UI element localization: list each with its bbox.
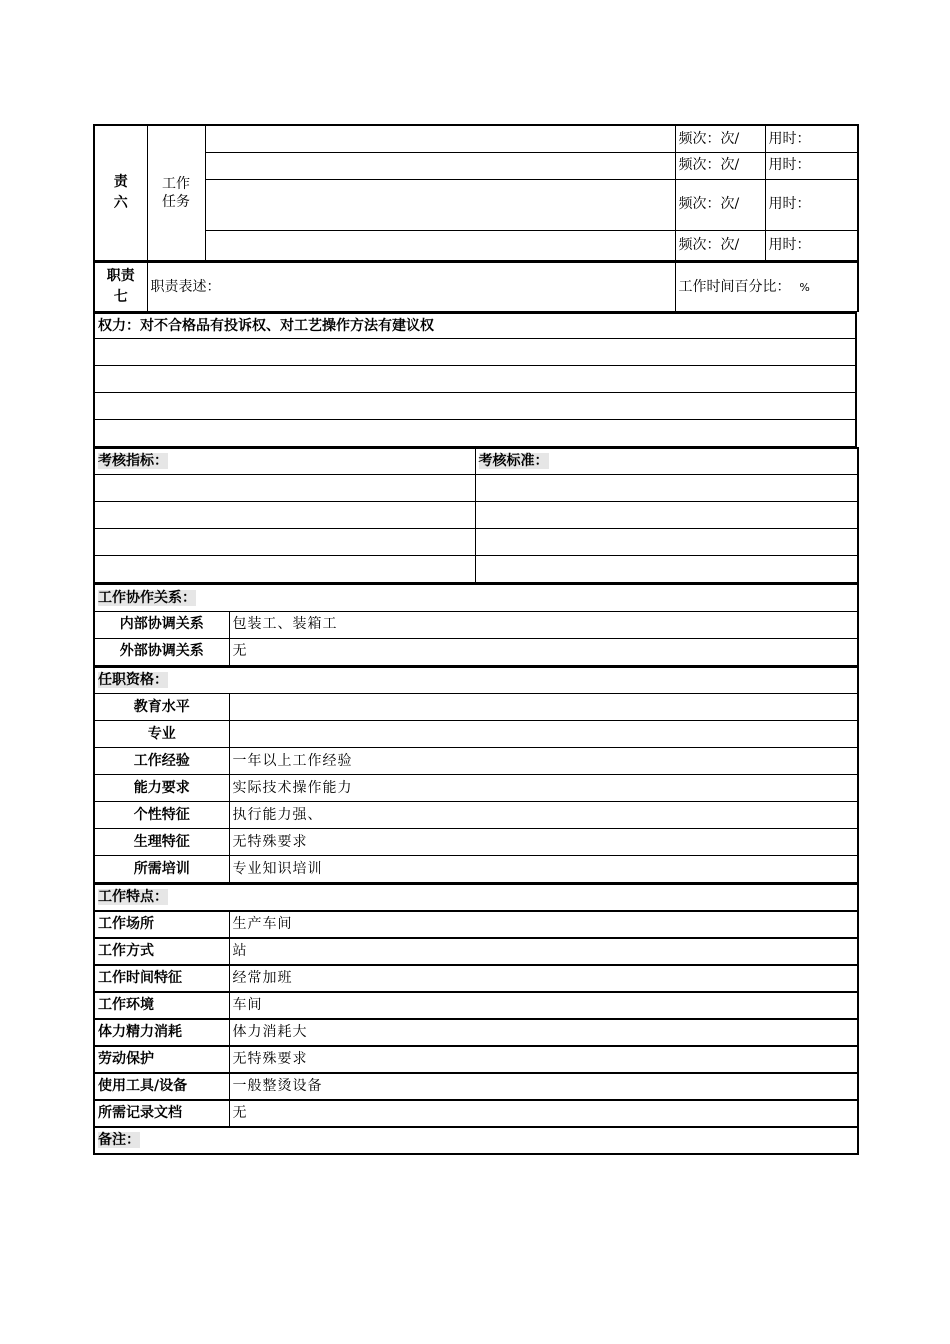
power-table — [93, 312, 857, 447]
duty-seven-table — [93, 261, 859, 313]
assessment-indicator-cell[interactable] — [94, 475, 475, 502]
duty-six-label: 责 六 — [94, 125, 147, 260]
duty-six-table — [93, 124, 859, 261]
work-time-label: 工作时间特征 — [94, 965, 229, 992]
task-input[interactable] — [205, 179, 675, 230]
job-description-form — [93, 124, 857, 1155]
task-input[interactable] — [205, 230, 675, 260]
task-frequency: 频次：次/ — [675, 179, 765, 230]
experience-label: 工作经验 — [94, 748, 229, 775]
environment-value[interactable]: 车间 — [229, 992, 858, 1019]
task-frequency: 频次：次/ — [675, 230, 765, 260]
assessment-standard-cell[interactable] — [475, 529, 858, 556]
major-label: 专业 — [94, 721, 229, 748]
task-input[interactable] — [205, 125, 675, 152]
tools-label: 使用工具/设备 — [94, 1073, 229, 1100]
assessment-indicator-cell[interactable] — [94, 556, 475, 583]
features-title: 工作特点： — [94, 884, 858, 911]
external-coordination-value[interactable]: 无 — [229, 638, 858, 665]
personality-label: 个性特征 — [94, 802, 229, 829]
qualification-table — [93, 666, 859, 884]
assessment-standard-cell[interactable] — [475, 475, 858, 502]
personality-value[interactable]: 执行能力强、 — [229, 802, 858, 829]
training-label: 所需培训 — [94, 856, 229, 883]
task-time: 用时： — [765, 179, 858, 230]
assessment-indicator-cell[interactable] — [94, 529, 475, 556]
power-row[interactable] — [94, 419, 856, 446]
energy-label: 体力精力消耗 — [94, 1019, 229, 1046]
education-label: 教育水平 — [94, 694, 229, 721]
internal-coordination-value[interactable]: 包装工、装箱工 — [229, 611, 858, 638]
assessment-standard-cell[interactable] — [475, 502, 858, 529]
task-time: 用时： — [765, 152, 858, 179]
assessment-table — [93, 447, 859, 584]
cooperation-table — [93, 583, 859, 666]
time-percentage: 工作时间百分比： % — [675, 262, 858, 312]
major-value[interactable] — [229, 721, 858, 748]
documents-label: 所需记录文档 — [94, 1100, 229, 1127]
training-value[interactable]: 专业知识培训 — [229, 856, 858, 883]
power-text: 权力：对不合格品有投诉权、对工艺操作方法有建议权 — [94, 313, 856, 338]
power-row[interactable] — [94, 338, 856, 365]
task-frequency: 频次：次/ — [675, 152, 765, 179]
work-time-value[interactable]: 经常加班 — [229, 965, 858, 992]
education-value[interactable] — [229, 694, 858, 721]
internal-coordination-label: 内部协调关系 — [94, 611, 229, 638]
task-input[interactable] — [205, 152, 675, 179]
workplace-value[interactable]: 生产车间 — [229, 911, 858, 938]
ability-label: 能力要求 — [94, 775, 229, 802]
physiology-label: 生理特征 — [94, 829, 229, 856]
ability-value[interactable]: 实际技术操作能力 — [229, 775, 858, 802]
task-frequency: 频次：次/ — [675, 125, 765, 152]
assessment-standard-cell[interactable] — [475, 556, 858, 583]
physiology-value[interactable]: 无特殊要求 — [229, 829, 858, 856]
experience-value[interactable]: 一年以上工作经验 — [229, 748, 858, 775]
power-row[interactable] — [94, 365, 856, 392]
qualification-title: 任职资格： — [94, 667, 858, 694]
power-row[interactable] — [94, 392, 856, 419]
protection-label: 劳动保护 — [94, 1046, 229, 1073]
work-mode-value[interactable]: 站 — [229, 938, 858, 965]
documents-value[interactable]: 无 — [229, 1100, 858, 1127]
cooperation-title: 工作协作关系： — [94, 584, 858, 611]
task-time: 用时： — [765, 230, 858, 260]
duty-description[interactable]: 职责表述： — [147, 262, 675, 312]
features-table — [93, 883, 859, 1155]
external-coordination-label: 外部协调关系 — [94, 638, 229, 665]
energy-value[interactable]: 体力消耗大 — [229, 1019, 858, 1046]
workplace-label: 工作场所 — [94, 911, 229, 938]
work-task-label: 工作 任务 — [147, 125, 205, 260]
work-mode-label: 工作方式 — [94, 938, 229, 965]
assessment-indicator-header: 考核指标： — [94, 448, 475, 475]
duty-seven-label: 职责 七 — [94, 262, 147, 312]
assessment-standard-header: 考核标准： — [475, 448, 858, 475]
protection-value[interactable]: 无特殊要求 — [229, 1046, 858, 1073]
assessment-indicator-cell[interactable] — [94, 502, 475, 529]
remarks[interactable]: 备注： — [94, 1127, 858, 1154]
environment-label: 工作环境 — [94, 992, 229, 1019]
task-time: 用时： — [765, 125, 858, 152]
tools-value[interactable]: 一般整烫设备 — [229, 1073, 858, 1100]
